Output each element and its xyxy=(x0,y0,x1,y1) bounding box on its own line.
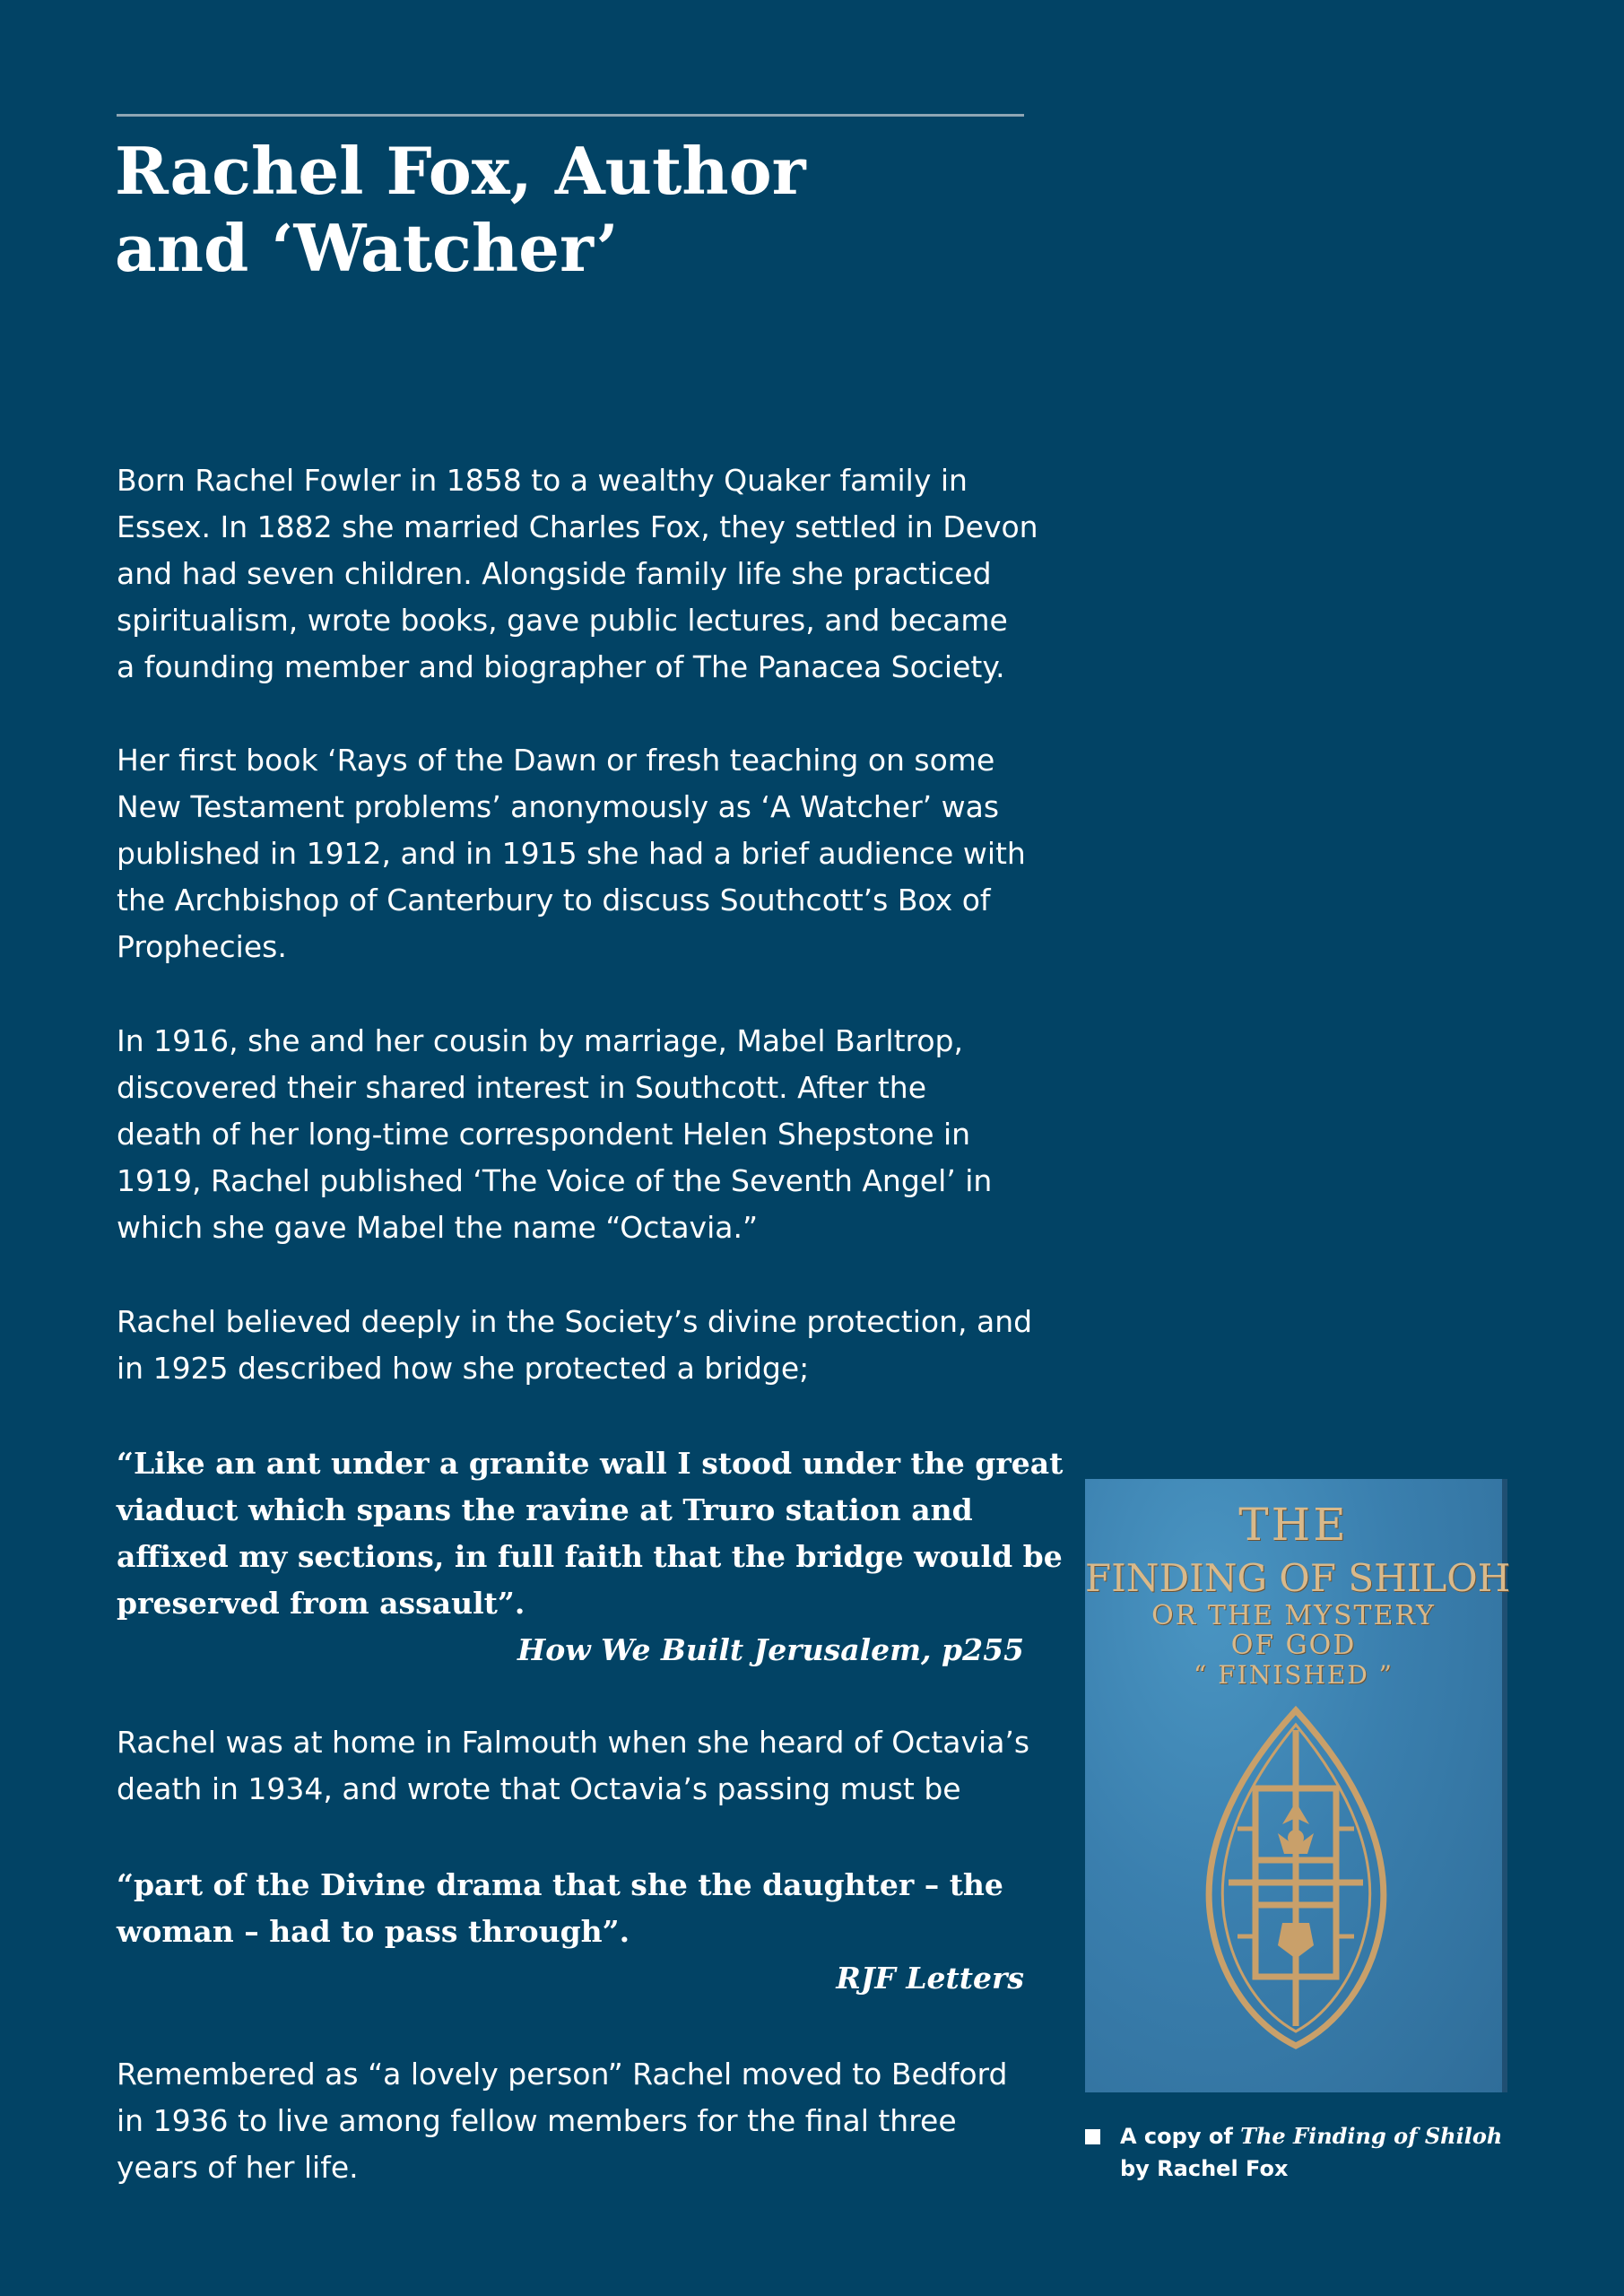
text-line: a founding member and biographer of The Panacea Society. xyxy=(117,649,1005,684)
cover-title-line: “ FINISHED ” xyxy=(1194,1660,1394,1690)
text-line: Essex. In 1882 she married Charles Fox, they settled in Devon xyxy=(117,509,1038,544)
quote-citation: RJF Letters xyxy=(836,1961,1024,1996)
text-line: spiritualism, wrote books, gave public lectures, and became xyxy=(117,603,1008,638)
text-line: New Testament problems’ anonymously as ‘A Watcher’ was xyxy=(117,789,1000,824)
cover-title-line: THE xyxy=(1238,1499,1349,1551)
text-line: death in 1934, and wrote that Octavia’s passing must be xyxy=(117,1771,961,1806)
caption-prefix: A copy of xyxy=(1120,2124,1241,2149)
cover-title-line: FINDING OF SHILOH xyxy=(1085,1556,1511,1600)
caption-line-1 xyxy=(1085,2120,1533,2152)
paragraph-biography xyxy=(117,457,1038,691)
page-title-line-2: and ‘Watcher’ xyxy=(115,210,619,286)
text-line: Her first book ‘Rays of the Dawn or fresh teaching on some xyxy=(117,743,995,778)
quote-line: viaduct which spans the ravine at Truro station and xyxy=(117,1492,973,1527)
text-line: in 1925 described how she protected a bridge; xyxy=(117,1351,810,1386)
paragraph-bedford xyxy=(117,2051,1024,2191)
text-line: which she gave Mabel the name “Octavia.” xyxy=(117,1210,759,1245)
text-line: Born Rachel Fowler in 1858 to a wealthy Quaker family in xyxy=(117,463,968,498)
quote-citation: How We Built Jerusalem, p255 xyxy=(517,1632,1024,1667)
quote-line: “Like an ant under a granite wall I stood under the great xyxy=(117,1446,1064,1481)
text-line: published in 1912, and in 1915 she had a brief audience with xyxy=(117,836,1026,871)
paragraph-divine-protection xyxy=(117,1299,1033,1392)
text-line: In 1916, she and her cousin by marriage, Mabel Barltrop, xyxy=(117,1023,963,1058)
text-line: and had seven children. Alongside family life she practiced xyxy=(117,556,992,591)
page-title xyxy=(115,133,1022,287)
text-line: years of her life. xyxy=(117,2150,359,2185)
caption-bullet-icon xyxy=(1085,2129,1100,2144)
page-title-line-1: Rachel Fox, Author xyxy=(115,133,806,209)
caption-book-title: The Finding of Shiloh xyxy=(1240,2123,1503,2149)
image-caption xyxy=(1085,2120,1533,2185)
cover-title-line: OR THE MYSTERY xyxy=(1151,1600,1436,1631)
quote-line: affixed my sections, in full faith that the bridge would be xyxy=(117,1539,1063,1574)
cover-title-line: OF GOD xyxy=(1230,1630,1357,1661)
caption-line-2: by Rachel Fox xyxy=(1120,2156,1289,2181)
text-line: the Archbishop of Canterbury to discuss Southcott’s Box of xyxy=(117,883,991,918)
title-rule xyxy=(117,114,1024,117)
text-line: death of her long-time correspondent Helen Shepstone in xyxy=(117,1117,971,1152)
quote-divine-drama xyxy=(117,1862,1024,2002)
paragraph-first-book xyxy=(117,737,1024,970)
quote-line: “part of the Divine drama that she the daughter – the xyxy=(117,1867,1003,1902)
paragraph-octavia-death xyxy=(117,1719,1030,1813)
quote-line: woman – had to pass through”. xyxy=(117,1914,630,1949)
text-line: Rachel was at home in Falmouth when she heard of Octavia’s xyxy=(117,1725,1030,1760)
text-line: in 1936 to live among fellow members for the final three xyxy=(117,2103,957,2138)
text-line: discovered their shared interest in Southcott. After the xyxy=(117,1070,927,1105)
text-line: Rachel believed deeply in the Society’s divine protection, and xyxy=(117,1304,1033,1339)
mandorla-emblem-icon xyxy=(1193,1703,1400,2053)
quote-truro-viaduct xyxy=(117,1440,1064,1674)
quote-line: preserved from assault”. xyxy=(117,1586,525,1621)
text-line: Prophecies. xyxy=(117,929,287,964)
text-line: 1919, Rachel published ‘The Voice of the Seventh Angel’ in xyxy=(117,1163,993,1198)
book-cover-image xyxy=(1085,1479,1511,2092)
paragraph-octavia-name xyxy=(117,1018,1024,1251)
text-line: Remembered as “a lovely person” Rachel moved to Bedford xyxy=(117,2057,1008,2092)
